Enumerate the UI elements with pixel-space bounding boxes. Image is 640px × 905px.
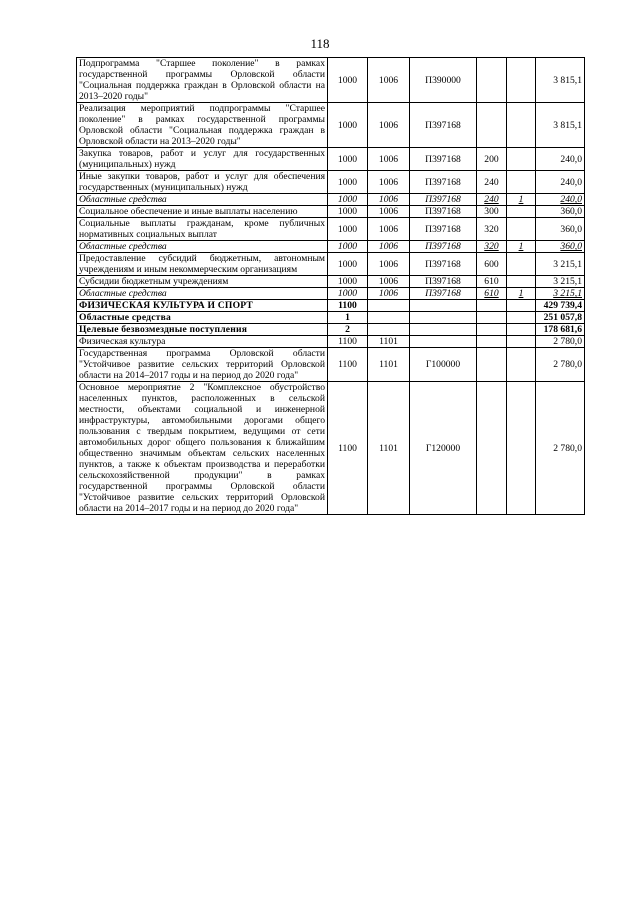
target-article-cell: П397168 [410,253,477,276]
target-article-cell: П397168 [410,206,477,218]
table-row [77,58,585,103]
amount-cell: 3 815,1 [536,103,585,148]
amount-cell: 240,0 [536,148,585,171]
funding-source-cell [507,336,536,348]
subsection-code-cell: 1006 [368,194,410,206]
row-name-cell: Предоставление субсидий бюджетным, автономным учреждениям и иным некоммерческим организациям [77,253,328,276]
expense-type-cell [477,336,507,348]
target-article-cell [410,312,477,324]
target-article-cell: П397168 [410,171,477,194]
section-code-cell: 1000 [328,288,368,300]
section-code-cell: 1000 [328,253,368,276]
target-article-cell: Г100000 [410,348,477,382]
section-code-cell: 1000 [328,218,368,241]
target-article-cell: П397168 [410,276,477,288]
budget-table [76,57,585,515]
row-name-cell: Подпрограмма "Старшее поколение" в рамках государственной программы Орловской области "Социальная поддержка граждан в Орловской области на 2013–2020 годы" [77,58,328,103]
row-name-cell: Социальное обеспечение и иные выплаты населению [77,206,328,218]
row-name-cell: Субсидии бюджетным учреждениям [77,276,328,288]
subsection-code-cell: 1101 [368,348,410,382]
subsection-code-cell: 1006 [368,103,410,148]
section-code-cell: 1000 [328,206,368,218]
table-row [77,206,585,218]
expense-type-cell [477,348,507,382]
amount-cell: 240,0 [536,171,585,194]
row-name-cell: Социальные выплаты гражданам, кроме публичных нормативных социальных выплат [77,218,328,241]
subsection-code-cell: 1006 [368,288,410,300]
table-row [77,288,585,300]
expense-type-cell [477,382,507,515]
target-article-cell: П397168 [410,103,477,148]
row-name-cell: Областные средства [77,194,328,206]
table-row [77,171,585,194]
subsection-code-cell: 1101 [368,336,410,348]
row-name-cell: Закупка товаров, работ и услуг для государственных (муниципальных) нужд [77,148,328,171]
target-article-cell: П390000 [410,58,477,103]
section-code-cell: 2 [328,324,368,336]
subsection-code-cell [368,300,410,312]
section-code-cell: 1000 [328,241,368,253]
section-code-cell: 1000 [328,171,368,194]
funding-source-cell: 1 [507,194,536,206]
expense-type-cell: 200 [477,148,507,171]
amount-cell: 360,0 [536,218,585,241]
section-code-cell: 1000 [328,58,368,103]
amount-cell: 178 681,6 [536,324,585,336]
target-article-cell: П397168 [410,148,477,171]
amount-cell: 360,0 [536,241,585,253]
subsection-code-cell: 1006 [368,58,410,103]
funding-source-cell [507,324,536,336]
subsection-code-cell: 1006 [368,253,410,276]
subsection-code-cell: 1006 [368,206,410,218]
subsection-code-cell: 1006 [368,241,410,253]
row-name-cell: Областные средства [77,241,328,253]
row-name-cell: Основное мероприятие 2 "Комплексное обустройство населенных пунктов, расположенных в сельской местности, объектами социальной и инженерной инфраструктуры, автомобильными дорогами общего пользования с твердым покрытием, ведущими от сети автомобильных дорог общего пользования к ближайшим общественно значимым объектам сельских населенных пунктов, а также к объектам производства и переработки сельскохозяйственной продукции" в рамках государственной программы Орловской области "Устойчивое развитие сельских территорий Орловской области на 2014–2017 годы и на период до 2020 года" [77,382,328,515]
subsection-code-cell [368,324,410,336]
target-article-cell: Г120000 [410,382,477,515]
table-row [77,300,585,312]
row-name-cell: Физическая культура [77,336,328,348]
expense-type-cell [477,312,507,324]
expense-type-cell: 610 [477,288,507,300]
table-row [77,241,585,253]
subsection-code-cell: 1006 [368,218,410,241]
table-row [77,103,585,148]
section-code-cell: 1000 [328,148,368,171]
target-article-cell: П397168 [410,241,477,253]
expense-type-cell [477,58,507,103]
expense-type-cell: 320 [477,241,507,253]
table-row [77,382,585,515]
funding-source-cell [507,58,536,103]
row-name-cell: Целевые безвозмездные поступления [77,324,328,336]
row-name-cell: Государственная программа Орловской области "Устойчивое развитие сельских территорий Орловской области на 2014–2017 годы и на период до 2020 года" [77,348,328,382]
table-row [77,253,585,276]
funding-source-cell [507,276,536,288]
funding-source-cell [507,348,536,382]
subsection-code-cell: 1101 [368,382,410,515]
funding-source-cell [507,312,536,324]
funding-source-cell [507,253,536,276]
section-code-cell: 1100 [328,348,368,382]
expense-type-cell: 610 [477,276,507,288]
expense-type-cell: 300 [477,206,507,218]
table-row [77,336,585,348]
funding-source-cell [507,218,536,241]
row-name-cell: Иные закупки товаров, работ и услуг для обеспечения государственных (муниципальных) нужд [77,171,328,194]
amount-cell: 3 215,1 [536,288,585,300]
expense-type-cell: 600 [477,253,507,276]
table-row [77,312,585,324]
target-article-cell [410,324,477,336]
target-article-cell [410,300,477,312]
section-code-cell: 1100 [328,382,368,515]
table-row [77,276,585,288]
section-code-cell: 1000 [328,276,368,288]
amount-cell: 240,0 [536,194,585,206]
section-code-cell: 1 [328,312,368,324]
funding-source-cell [507,382,536,515]
funding-source-cell [507,206,536,218]
target-article-cell: П397168 [410,288,477,300]
amount-cell: 429 739,4 [536,300,585,312]
amount-cell: 3 815,1 [536,58,585,103]
funding-source-cell: 1 [507,288,536,300]
subsection-code-cell [368,312,410,324]
expense-type-cell: 240 [477,194,507,206]
table-row [77,194,585,206]
target-article-cell: П397168 [410,218,477,241]
amount-cell: 2 780,0 [536,336,585,348]
target-article-cell [410,336,477,348]
section-code-cell: 1000 [328,103,368,148]
budget-table-body [77,58,585,515]
amount-cell: 251 057,8 [536,312,585,324]
table-row [77,324,585,336]
amount-cell: 3 215,1 [536,276,585,288]
subsection-code-cell: 1006 [368,148,410,171]
table-row [77,348,585,382]
page-number: 118 [310,36,330,51]
table-row [77,218,585,241]
funding-source-cell [507,148,536,171]
expense-type-cell [477,300,507,312]
table-row [77,148,585,171]
target-article-cell: П397168 [410,194,477,206]
row-name-cell: Областные средства [77,312,328,324]
section-code-cell: 1000 [328,194,368,206]
amount-cell: 3 215,1 [536,253,585,276]
funding-source-cell [507,171,536,194]
amount-cell: 360,0 [536,206,585,218]
amount-cell: 2 780,0 [536,348,585,382]
funding-source-cell: 1 [507,241,536,253]
section-code-cell: 1100 [328,336,368,348]
section-code-cell: 1100 [328,300,368,312]
expense-type-cell [477,324,507,336]
row-name-cell: Областные средства [77,288,328,300]
funding-source-cell [507,300,536,312]
expense-type-cell [477,103,507,148]
amount-cell: 2 780,0 [536,382,585,515]
expense-type-cell: 320 [477,218,507,241]
row-name-cell: ФИЗИЧЕСКАЯ КУЛЬТУРА И СПОРТ [77,300,328,312]
expense-type-cell: 240 [477,171,507,194]
subsection-code-cell: 1006 [368,171,410,194]
subsection-code-cell: 1006 [368,276,410,288]
funding-source-cell [507,103,536,148]
row-name-cell: Реализация мероприятий подпрограммы "Старшее поколение" в рамках государственной программы Орловской области "Социальная поддержка граждан в Орловской области на 2013–2020 годы" [77,103,328,148]
